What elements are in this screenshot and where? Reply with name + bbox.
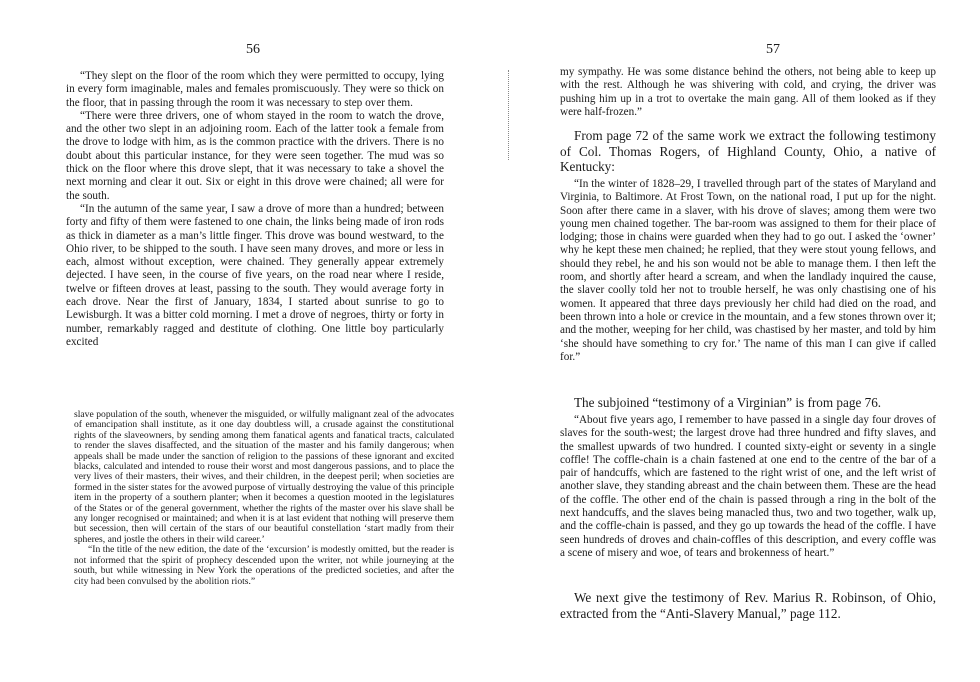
left-paragraph: “There were three drivers, one of whom stayed in the room to watch the drove, and the other two slept in an adjoining room. Each of the latter took a female from the drove to lodge with him, as is the common practice with the drivers. There is no doubt about this particular instance, for they were seen together. The mud was so thick on the floor where this drove slept, that it was necessary to take a shovel the next morning and clear it out. Six or eight in this drove were chained; all were for the south. xyxy=(66,109,444,202)
left-footnote xyxy=(74,410,454,587)
left-page xyxy=(0,0,488,682)
intro-rogers xyxy=(560,128,936,175)
left-paragraph: “They slept on the floor of the room which they were permitted to occupy, lying in every form imaginable, males and females promiscuously. They were so thick on the floor, that in passing through the room it was necessary to step over them. xyxy=(66,70,444,109)
continuation-text: my sympathy. He was some distance behind the others, not being able to keep up with the rest. Although he was shivering with cold, and crying, the driver was pushing him up in a trot to overtake the main gang. All of them looked as if they were half-frozen.” xyxy=(560,66,936,118)
intro-robinson xyxy=(560,590,936,621)
footnote-paragraph: “In the title of the new edition, the date of the ‘excursion’ is modestly omitted, but the reader is not informed that the spirit of prophecy descended upon the writer, not while journeying at the south, but while witnessing in New York the operations of the predicted societies, and after the city had been convulsed by the abolition riots.” xyxy=(74,544,454,587)
right-continuation xyxy=(560,66,936,119)
intro-rogers-text: From page 72 of the same work we extract the following testimony of Col. Thomas Rogers, of Highland County, Ohio, a native of Kentucky: xyxy=(560,128,936,174)
intro-robinson-text: We next give the testimony of Rev. Marius R. Robinson, of Ohio, extracted from the “Anti-Slavery Manual,” page 112. xyxy=(560,590,936,621)
left-paragraph: “In the autumn of the same year, I saw a drove of more than a hundred; between forty and fifty of them were fastened to one chain, the links being made of iron rods as thick in diameter as a man’s little finger. This drove was bound westward, to the Ohio river, to be shipped to the south. I have seen many droves, and more or less in each, almost without exception, were chained. They generally appear extremely dejected. I have seen, in the course of five years, on the road near where I reside, twelve or fifteen droves at least, passing to the south. They would average forty in each drove. Near the first of January, 1834, I started about sunrise to go to Lewisburgh. It was a bitter cold morning. I met a drove of negroes, thirty or forty in number, remarkably ragged and destitute of clothing. One little boy particularly excited xyxy=(66,202,444,348)
intro-virginian-text: The subjoined “testimony of a Virginian” is from page 76. xyxy=(574,395,882,410)
right-page-number: 57 xyxy=(766,42,780,57)
left-page-number: 56 xyxy=(246,42,260,57)
left-body-text xyxy=(66,70,444,349)
intro-virginian xyxy=(560,395,936,411)
virginian-quote-text: “About five years ago, I remember to have passed in a single day four droves of slaves for the south-west; the largest drove had three hundred and fifty slaves, and the smallest upwards of two hundred. I counted sixty-eight or seventy in a single coffle! The coffle-chain is a chain fastened at one end to the centre of the bar of a pair of handcuffs, which are fastened to the right wrist of one, and the left wrist of another slave, they standing abreast and the chain between them. These are the head of the coffle. The other end of the chain is passed through a ring in the bolt of the next handcuffs, and the slaves being manacled thus, two and two together, walk up, and the coffle-chain is passed, and they go up towards the head of the coffle. I have seen hundreds of droves and chain-coffles of this description, and every coffle was a scene of misery and woe, of tears and brokenness of heart.” xyxy=(560,414,936,559)
right-page xyxy=(492,0,980,682)
virginian-quote xyxy=(560,414,936,560)
rogers-quote-text: “In the winter of 1828–29, I travelled through part of the states of Maryland and Virginia, to Baltimore. At Frost Town, on the national road, I put up for the night. Soon after there came in a slaver, with his drove of slaves; among them were two young men chained together. The bar-room was assigned to them for their place of lodging; those in chains were guarded when they had to go out. I asked the ‘owner’ why he kept these men chained; he replied, that they were stout young fellows, and should they rebel, he and his son would not be able to manage them. I then left the room, and shortly after heard a scream, and when the landlady inquired the cause, the slaver coolly told her not to trouble herself, he was only chastising one of his women. It appeared that three days previously her child had died on the road, and been thrown into a hole or crevice in the mountain, and a few stones thrown over it; and the mother, weeping for her child, was chastised by her master, and told by him ‘she should have something to cry for.’ The name of this man I can give if called for.” xyxy=(560,178,936,363)
rogers-quote xyxy=(560,178,936,364)
footnote-paragraph: slave population of the south, whenever the misguided, or wilfully malignant zeal of the advocates of emancipation shall institute, as it one day doubtless will, a crusade against the constitutional rights of the slaveowners, by sending among them fanatical agents and fanatical tracts, calculated to render the slaves disaffected, and the situation of the master and his family dangerous; when appeals shall be made under the sanction of religion to the passions of these ignorant and excited blacks, calculated and intended to rouse their worst and most dangerous passions, and to place the very lives of their masters, their wives, and their children, in the deepest peril; when societies are formed in the sister states for the avowed purpose of virtually destroying the value of this principle item in the property of a southern planter; when it becomes a question mooted in the legislatures of the States or of the general government, whether the rights of the master over his slave shall be any longer recognised or maintained; and when it is at last evident that nothing will preserve them but secession, then will certain of the stars of our beautiful constellation ‘start madly from their spheres, and jostle the others in their wild career.’ xyxy=(74,409,454,545)
